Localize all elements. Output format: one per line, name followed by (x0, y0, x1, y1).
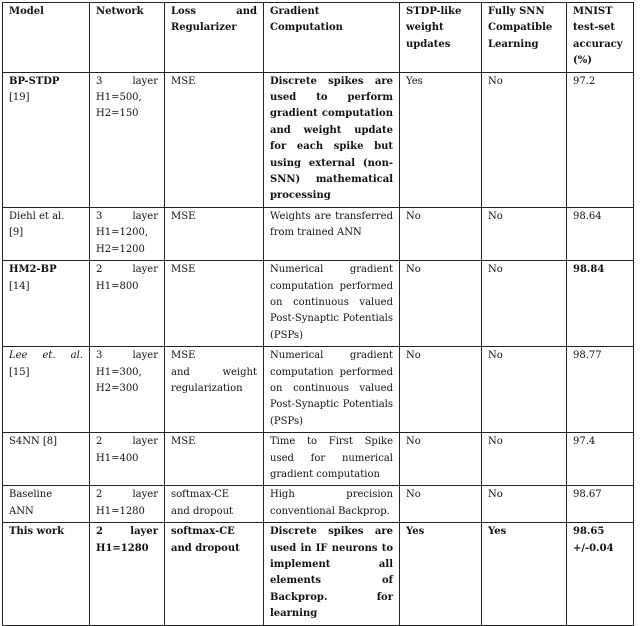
gradient-text: Weights are transferred from trained ANN (270, 210, 393, 239)
model-ref: ANN (9, 505, 34, 517)
loss-line: MSE (171, 264, 196, 276)
header-network (90, 3, 165, 73)
loss-cell (165, 486, 264, 523)
snn-value: No (488, 210, 503, 222)
snn-cell (482, 207, 567, 260)
model-cell (3, 523, 90, 625)
network-line: H1=500, (96, 92, 142, 104)
header-stdp-text: STDP-like weight updates (406, 6, 462, 50)
network-line: H1=800 (96, 280, 139, 292)
gradient-cell (264, 523, 400, 625)
network-cell (90, 486, 165, 523)
network-line: 3 layer (96, 210, 158, 222)
stdp-cell (400, 347, 482, 433)
header-model-text: Model (9, 6, 44, 17)
model-ref: [19] (9, 92, 30, 104)
header-model (3, 3, 90, 73)
model-cell (3, 72, 90, 207)
stdp-value: No (406, 436, 421, 448)
header-gradient (264, 3, 400, 73)
table-row (3, 486, 634, 523)
gradient-cell (264, 486, 400, 523)
loss-cell (165, 523, 264, 625)
model-cell (3, 433, 90, 486)
model-ref: [9] (9, 227, 24, 239)
model-name: Diehl et al. (9, 210, 65, 222)
gradient-text: Numerical gradient computation performed on continuous valued Post-Synaptic Potentials (PSPs) (270, 350, 393, 427)
model-name: This work (9, 526, 65, 538)
accuracy-cell (567, 486, 634, 523)
stdp-cell (400, 523, 482, 625)
header-snn-text: Fully SNN Compatible Learning (488, 6, 553, 50)
network-line: 3 layer (96, 75, 158, 87)
stdp-value: No (406, 264, 421, 276)
accuracy-value: 97.2 (573, 75, 596, 87)
accuracy-cell (567, 207, 634, 260)
comparison-table-wrapper (2, 2, 634, 626)
snn-cell (482, 347, 567, 433)
loss-line: MSE (171, 210, 196, 222)
accuracy-cell (567, 72, 634, 207)
gradient-text: Numerical gradient computation performed on continuous valued Post-Synaptic Potentials (PSPs) (270, 264, 393, 341)
gradient-cell (264, 72, 400, 207)
network-line: 2 layer (96, 526, 158, 538)
accuracy-value: 98.65 (573, 526, 605, 538)
table-row (3, 207, 634, 260)
header-row (3, 3, 634, 73)
accuracy-cell (567, 433, 634, 486)
accuracy-value: 98.67 (573, 489, 602, 501)
stdp-value: No (406, 210, 421, 222)
model-ref: [15] (9, 366, 30, 378)
table-row (3, 523, 634, 625)
model-ref: [14] (9, 280, 30, 292)
network-line: H2=300 (96, 382, 139, 394)
snn-value: No (488, 489, 503, 501)
stdp-cell (400, 486, 482, 523)
snn-cell (482, 523, 567, 625)
header-gradient-text: Gradient Computation (270, 6, 343, 34)
stdp-value: Yes (406, 75, 423, 87)
gradient-text: High precision conventional Backprop. (270, 489, 393, 517)
table-row (3, 433, 634, 486)
stdp-cell (400, 207, 482, 260)
gradient-text: Discrete spikes are used in IF neurons to implement all elements of Backprop. for learning (270, 526, 393, 620)
header-snn (482, 3, 567, 73)
snn-cell (482, 433, 567, 486)
gradient-text: Discrete spikes are used to perform gradient computation and weight update for each spike but using external (non-SNN) mathematical processing (270, 75, 393, 202)
model-name: S4NN [8] (9, 436, 58, 448)
network-line: 3 layer (96, 350, 158, 362)
loss-line: softmax-CE (171, 489, 230, 501)
gradient-cell (264, 261, 400, 347)
network-line: 2 layer (96, 489, 158, 501)
model-name: BP-STDP (9, 75, 60, 87)
network-line: H1=1200, (96, 227, 149, 239)
stdp-value: No (406, 489, 421, 501)
accuracy-cell (567, 347, 634, 433)
network-cell (90, 433, 165, 486)
loss-line: and dropout (171, 505, 234, 517)
loss-cell (165, 207, 264, 260)
gradient-cell (264, 207, 400, 260)
stdp-cell (400, 433, 482, 486)
model-name: Baseline (9, 489, 53, 501)
network-line: 2 layer (96, 436, 158, 448)
stdp-cell (400, 72, 482, 207)
header-network-text: Network (96, 6, 144, 17)
model-cell (3, 207, 90, 260)
header-mnist (567, 3, 634, 73)
loss-cell (165, 347, 264, 433)
table-row (3, 72, 634, 207)
gradient-text: Time to First Spike used for numerical gradient computation (270, 436, 393, 480)
model-cell (3, 261, 90, 347)
accuracy-value: 97.4 (573, 436, 596, 448)
network-line: H1=400 (96, 452, 139, 464)
header-mnist-text: MNIST test-set accuracy (%) (573, 6, 623, 67)
network-line: H2=150 (96, 108, 139, 120)
comparison-table (2, 2, 634, 626)
accuracy-deviation: +/-0.04 (573, 542, 614, 554)
network-cell (90, 523, 165, 625)
loss-line: and weight (171, 366, 257, 378)
snn-value: No (488, 436, 503, 448)
loss-cell (165, 261, 264, 347)
gradient-cell (264, 347, 400, 433)
model-cell (3, 486, 90, 523)
header-loss (165, 3, 264, 73)
snn-cell (482, 261, 567, 347)
model-cell (3, 347, 90, 433)
snn-cell (482, 72, 567, 207)
stdp-value: No (406, 350, 421, 362)
model-name: Lee et. al. (9, 350, 83, 362)
stdp-value: Yes (406, 526, 425, 538)
snn-value: No (488, 264, 503, 276)
loss-line: and dropout (171, 542, 240, 554)
accuracy-value: 98.77 (573, 350, 602, 362)
loss-line: softmax-CE (171, 526, 235, 538)
network-cell (90, 207, 165, 260)
snn-value: Yes (488, 526, 507, 538)
loss-line: regularization (171, 382, 243, 394)
network-cell (90, 347, 165, 433)
loss-line: MSE (171, 436, 196, 448)
model-name: HM2-BP (9, 264, 57, 276)
header-loss-text: Loss and Regularizer (171, 6, 257, 34)
snn-value: No (488, 75, 503, 87)
network-cell (90, 72, 165, 207)
snn-cell (482, 486, 567, 523)
network-line: H1=1280 (96, 542, 149, 554)
network-line: H1=300, (96, 366, 142, 378)
loss-cell (165, 433, 264, 486)
accuracy-cell (567, 261, 634, 347)
gradient-cell (264, 433, 400, 486)
loss-cell (165, 72, 264, 207)
network-line: 2 layer (96, 264, 158, 276)
stdp-cell (400, 261, 482, 347)
table-row (3, 347, 634, 433)
table-row (3, 261, 634, 347)
header-stdp (400, 3, 482, 73)
network-line: H1=1280 (96, 505, 145, 517)
loss-line: MSE (171, 75, 196, 87)
loss-line: MSE (171, 350, 196, 362)
accuracy-value: 98.64 (573, 210, 602, 222)
network-line: H2=1200 (96, 243, 145, 255)
accuracy-cell (567, 523, 634, 625)
snn-value: No (488, 350, 503, 362)
accuracy-value: 98.84 (573, 264, 605, 276)
network-cell (90, 261, 165, 347)
